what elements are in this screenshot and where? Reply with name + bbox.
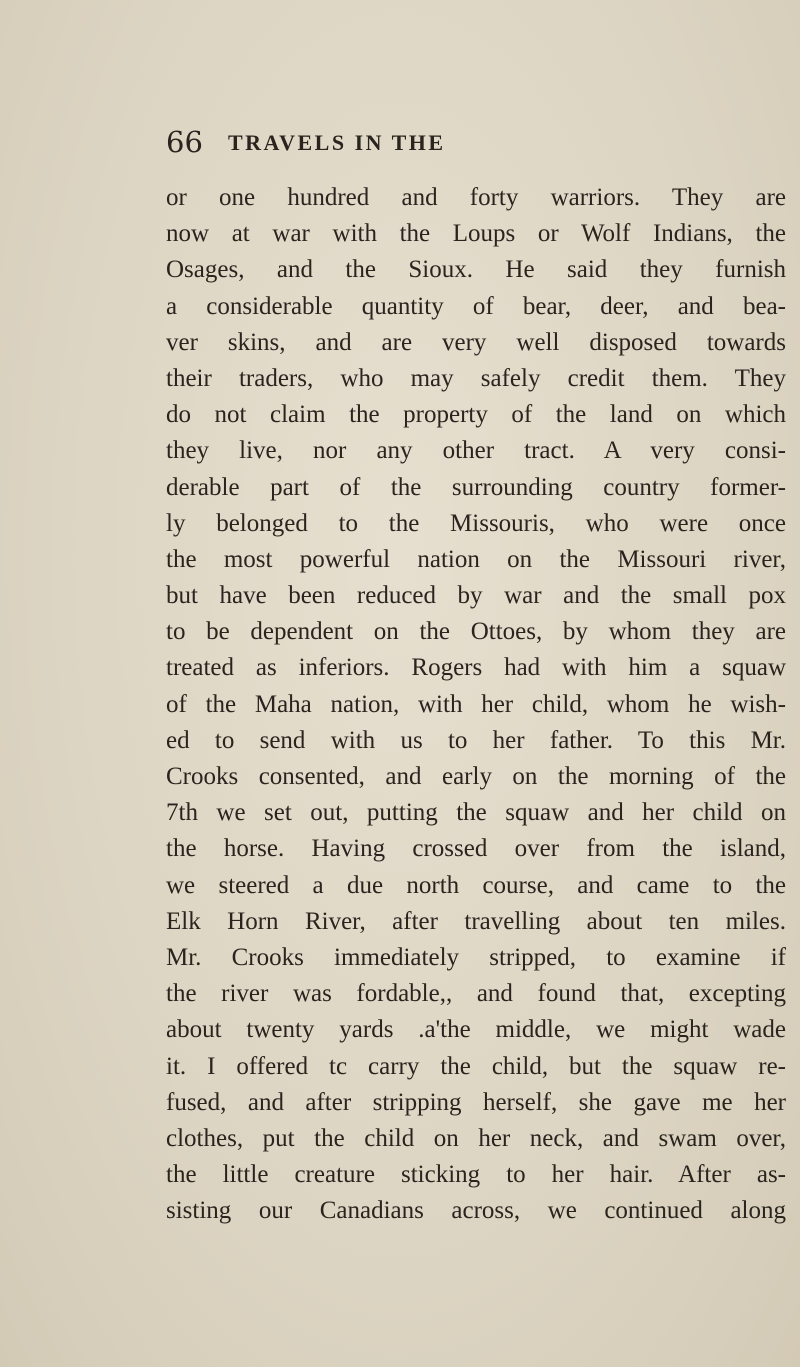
text-line: treated as inferiors. Rogers had with him a squaw [166, 654, 786, 682]
text-line: fused, and after stripping herself, she gave me her [166, 1088, 786, 1116]
text-line: ed to send with us to her father. To this Mr. [166, 726, 786, 754]
text-line: or one hundred and forty warriors. They are [166, 184, 786, 211]
text-line: now at war with the Loups or Wolf Indians, the [166, 220, 786, 248]
text-line: ly belonged to the Missouris, who were once [166, 509, 786, 537]
text-line: ver skins, and are very well disposed towards [166, 328, 786, 356]
text-line: sisting our Canadians across, we continued along [166, 1197, 786, 1225]
text-line: 7th we set out, putting the squaw and her child on [166, 799, 786, 827]
text-line: Mr. Crooks immediately stripped, to examine if [166, 943, 786, 971]
body-text [166, 180, 786, 1229]
page-header [166, 122, 786, 162]
text-line: clothes, put the child on her neck, and swam over, [166, 1124, 786, 1152]
text-line: the most powerful nation on the Missouri river, [166, 545, 786, 573]
text-line: do not claim the property of the land on which [166, 401, 786, 429]
text-line: Crooks consented, and early on the morning of the [166, 763, 786, 790]
text-line: the little creature sticking to her hair. After as- [166, 1161, 786, 1189]
text-line: Osages, and the Sioux. He said they furnish [166, 256, 786, 284]
text-line: to be dependent on the Ottoes, by whom they are [166, 618, 786, 646]
text-line: about twenty yards .a'the middle, we might wade [166, 1016, 786, 1044]
text-line: their traders, who may safely credit them. They [166, 364, 786, 392]
text-line: the horse. Having crossed over from the island, [166, 835, 786, 863]
running-head: TRAVELS IN THE [228, 130, 446, 155]
page-number: 66 [166, 125, 203, 159]
text-line: derable part of the surrounding country former- [166, 473, 786, 501]
text-line: but have been reduced by war and the small pox [166, 582, 786, 610]
text-line: we steered a due north course, and came to the [166, 871, 786, 899]
text-line: the river was fordable,, and found that, excepting [166, 980, 786, 1008]
text-line: they live, nor any other tract. A very consi- [166, 437, 786, 465]
text-line: of the Maha nation, with her child, whom he wish- [166, 690, 786, 718]
text-line: it. I offered tc carry the child, but the squaw re- [166, 1052, 786, 1080]
text-line: a considerable quantity of bear, deer, and bea- [166, 292, 786, 320]
text-line: Elk Horn River, after travelling about ten miles. [166, 907, 786, 935]
